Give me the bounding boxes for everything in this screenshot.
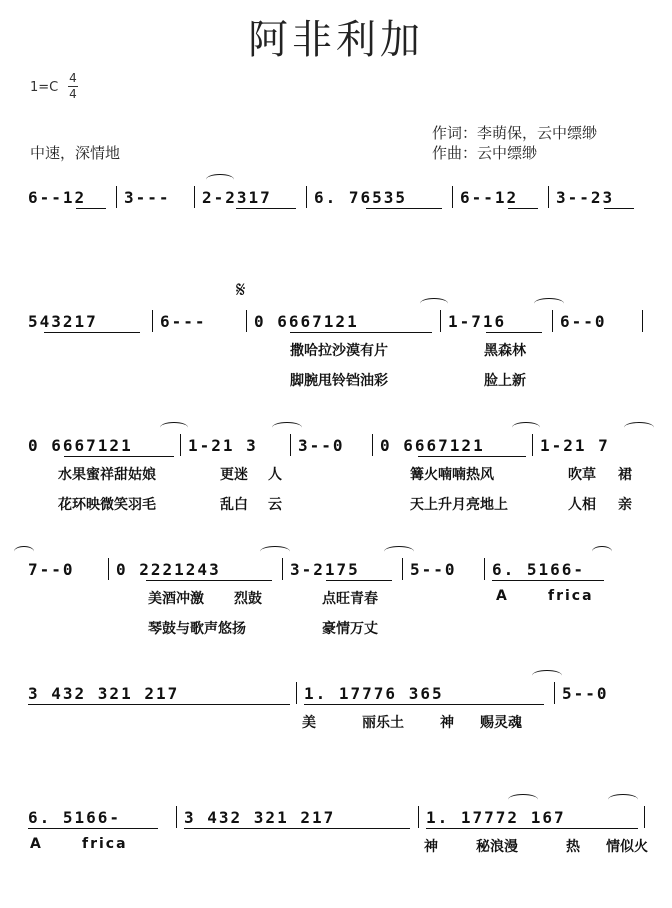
tie <box>420 298 448 309</box>
lyric-line: 云 <box>268 497 282 513</box>
lyric-line: 脚腕甩铃铛油彩 <box>290 373 388 389</box>
lyric-line: 美酒冲激 <box>148 591 204 607</box>
measure: 6. 76535 <box>314 188 408 207</box>
barline <box>290 434 291 456</box>
barline <box>532 434 533 456</box>
key-signature: 1=C <box>30 80 59 95</box>
lyric-line: 秘浪漫 <box>476 839 518 855</box>
lyric-line: 人 <box>268 467 282 483</box>
tie <box>592 546 612 557</box>
segno-sign: 𝄋 <box>236 278 246 303</box>
barline <box>116 186 117 208</box>
lyric-line: 脸上新 <box>484 373 526 389</box>
time-signature <box>68 72 78 101</box>
lyric-line: 亲 <box>618 497 632 513</box>
lyricist-credit: 作词：李萌保，云中缥缈 <box>432 124 598 142</box>
lyric-line: 琴鼓与歌声悠扬 <box>148 621 246 637</box>
barline <box>452 186 453 208</box>
time-signature-top: 4 <box>69 71 77 85</box>
measure: 3 432 321 217 <box>184 808 336 827</box>
beam-underline <box>64 456 174 457</box>
tie <box>384 546 414 557</box>
measure: 6‐‐12 <box>460 188 519 207</box>
lyric-line: 人相 <box>568 497 596 513</box>
beam-underline <box>146 580 272 581</box>
barline <box>180 434 181 456</box>
lyric-line: 裙 <box>618 467 632 483</box>
measure: 0 2221243 <box>116 560 221 579</box>
barline <box>306 186 307 208</box>
lyric-line: 赐灵魂 <box>480 715 522 731</box>
lyric-line: A <box>30 836 41 852</box>
beam-underline <box>290 332 432 333</box>
tie <box>14 546 34 557</box>
measure: 2‐2317 <box>202 188 272 207</box>
measure: 3‐‐0 <box>298 436 345 455</box>
lyric-line: 点旺青春 <box>322 591 378 607</box>
measure: 3 432 321 217 <box>28 684 180 703</box>
barline <box>372 434 373 456</box>
measure: 5‐‐0 <box>410 560 457 579</box>
beam-underline <box>508 208 538 209</box>
beam-underline <box>326 580 392 581</box>
tie <box>512 422 540 433</box>
beam-underline <box>76 208 106 209</box>
lyric-line: 天上升月亮地上 <box>410 497 508 513</box>
beam-underline <box>184 828 410 829</box>
tie <box>624 422 654 433</box>
song-title: 阿非利加 <box>248 17 424 63</box>
lyric-line: 撒哈拉沙漠有片 <box>290 343 388 359</box>
lyric-line: 水果蜜祥甜姑娘 <box>58 467 156 483</box>
measure: 1‐716 <box>448 312 507 331</box>
measure: 5‐‐0 <box>562 684 609 703</box>
measure: 3‐2175 <box>290 560 360 579</box>
measure: 6‐‐‐ <box>160 312 207 331</box>
barline <box>152 310 153 332</box>
lyric-line: 吹草 <box>568 467 596 483</box>
lyric-line: 花环映微笑羽毛 <box>58 497 156 513</box>
measure: 543217 <box>28 312 98 331</box>
beam-underline <box>492 580 604 581</box>
barline <box>418 806 419 828</box>
lyric-line: 神 <box>424 839 438 855</box>
lyric-line: 情似火 <box>606 839 648 855</box>
tie <box>160 422 188 433</box>
measure: 6‐‐12 <box>28 188 87 207</box>
lyric-line: 热 <box>566 839 580 855</box>
measure: 3‐‐‐ <box>124 188 171 207</box>
measure: 1. 17772 167 <box>426 808 566 827</box>
tie <box>608 794 638 805</box>
lyric-line: 丽乐土 <box>362 715 404 731</box>
beam-underline <box>418 456 526 457</box>
lyric-line: A <box>496 588 507 604</box>
tie <box>508 794 538 805</box>
measure: 3‐‐23 <box>556 188 615 207</box>
measure: 1‐21 7 <box>540 436 610 455</box>
barline <box>108 558 109 580</box>
beam-underline <box>28 828 158 829</box>
barline <box>440 310 441 332</box>
lyric-line: 更迷 <box>220 467 248 483</box>
barline <box>644 806 645 828</box>
barline <box>548 186 549 208</box>
measure: 0 6667121 <box>380 436 485 455</box>
lyric-line: 神 <box>440 715 454 731</box>
beam-underline <box>304 704 544 705</box>
tie <box>272 422 302 433</box>
lyric-line: 豪情万丈 <box>322 621 378 637</box>
lyric-line: 美 <box>302 715 316 731</box>
measure: 0 6667121 <box>28 436 133 455</box>
beam-underline <box>366 208 442 209</box>
barline <box>176 806 177 828</box>
lyric-line: 黑森林 <box>484 343 526 359</box>
barline <box>552 310 553 332</box>
barline <box>642 310 643 332</box>
barline <box>554 682 555 704</box>
tie <box>206 174 234 185</box>
tie <box>532 670 562 681</box>
beam-underline <box>236 208 296 209</box>
tie <box>260 546 290 557</box>
measure: 0 6667121 <box>254 312 359 331</box>
tie <box>534 298 564 309</box>
measure: 1. 17776 365 <box>304 684 444 703</box>
measure: 1‐21 3 <box>188 436 258 455</box>
tempo-marking: 中速，深情地 <box>30 144 121 162</box>
beam-underline <box>44 332 140 333</box>
barline <box>246 310 247 332</box>
barline <box>296 682 297 704</box>
barline <box>282 558 283 580</box>
lyric-line: 烈鼓 <box>234 591 262 607</box>
barline <box>194 186 195 208</box>
barline <box>484 558 485 580</box>
beam-underline <box>426 828 638 829</box>
beam-underline <box>486 332 542 333</box>
lyric-line: frica <box>82 836 128 852</box>
measure: 6‐‐0 <box>560 312 607 331</box>
time-signature-bottom: 4 <box>69 87 77 101</box>
barline <box>402 558 403 580</box>
beam-underline <box>28 704 290 705</box>
lyric-line: frica <box>548 588 594 604</box>
beam-underline <box>604 208 634 209</box>
lyric-line: 乱白 <box>220 497 248 513</box>
lyric-line: 篝火喃喃热风 <box>410 467 494 483</box>
measure: 6. 5166‐ <box>492 560 586 579</box>
measure: 7‐‐0 <box>28 560 75 579</box>
measure: 6. 5166‐ <box>28 808 122 827</box>
composer-credit: 作曲：云中缥缈 <box>432 144 538 162</box>
